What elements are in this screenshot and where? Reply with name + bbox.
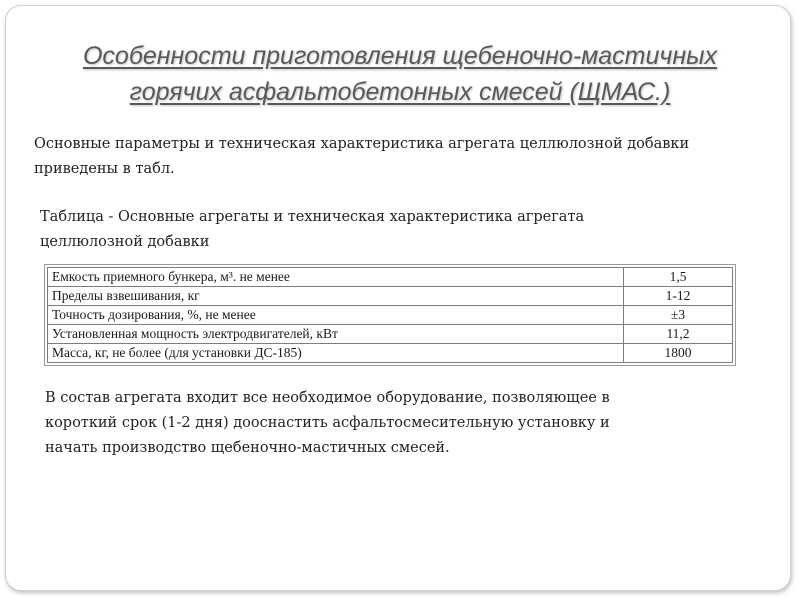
param-cell: Точность дозирования, %, не менее [48, 306, 624, 325]
value-cell: 11,2 [624, 325, 733, 344]
table-row [48, 306, 733, 325]
caption-line-2: целлюлозной добавки [40, 234, 210, 250]
intro-line-1: Основные параметры и техническая характеристика агрегата целлюлозной добавки [34, 136, 690, 152]
param-cell: Масса, кг, не более (для установки ДС-185) [48, 344, 624, 363]
title-line-1: Особенности приготовления щебеночно-мастичных [82, 42, 718, 70]
value-cell: 1,5 [624, 268, 733, 287]
value-cell: ±3 [624, 306, 733, 325]
title-line-2: горячих асфальтобетонных смесей (ЩМАС.) [129, 78, 671, 106]
value-cell: 1-12 [624, 287, 733, 306]
intro-paragraph [34, 132, 689, 182]
specs-table [47, 267, 733, 363]
param-cell: Установленная мощность электродвигателей, кВт [48, 325, 624, 344]
closing-line-1: В состав агрегата входит все необходимое оборудование, позволяющее в [45, 390, 610, 406]
closing-line-2: короткий срок (1-2 дня) дооснастить асфальтосмесительную установку и [45, 415, 610, 431]
closing-paragraph [45, 386, 610, 461]
table-row [48, 344, 733, 363]
table-row [48, 287, 733, 306]
value-cell: 1800 [624, 344, 733, 363]
closing-line-3: начать производство щебеночно-мастичных смесей. [45, 440, 450, 456]
table-row [48, 268, 733, 287]
intro-line-2: приведены в табл. [34, 161, 175, 177]
table-caption [40, 205, 584, 255]
slide-title [0, 38, 800, 110]
caption-line-1: Таблица - Основные агрегаты и техническая характеристика агрегата [40, 209, 585, 225]
specs-table-frame [44, 264, 736, 366]
table-row [48, 325, 733, 344]
param-cell: Емкость приемного бункера, м³. не менее [48, 268, 624, 287]
param-cell: Пределы взвешивания, кг [48, 287, 624, 306]
